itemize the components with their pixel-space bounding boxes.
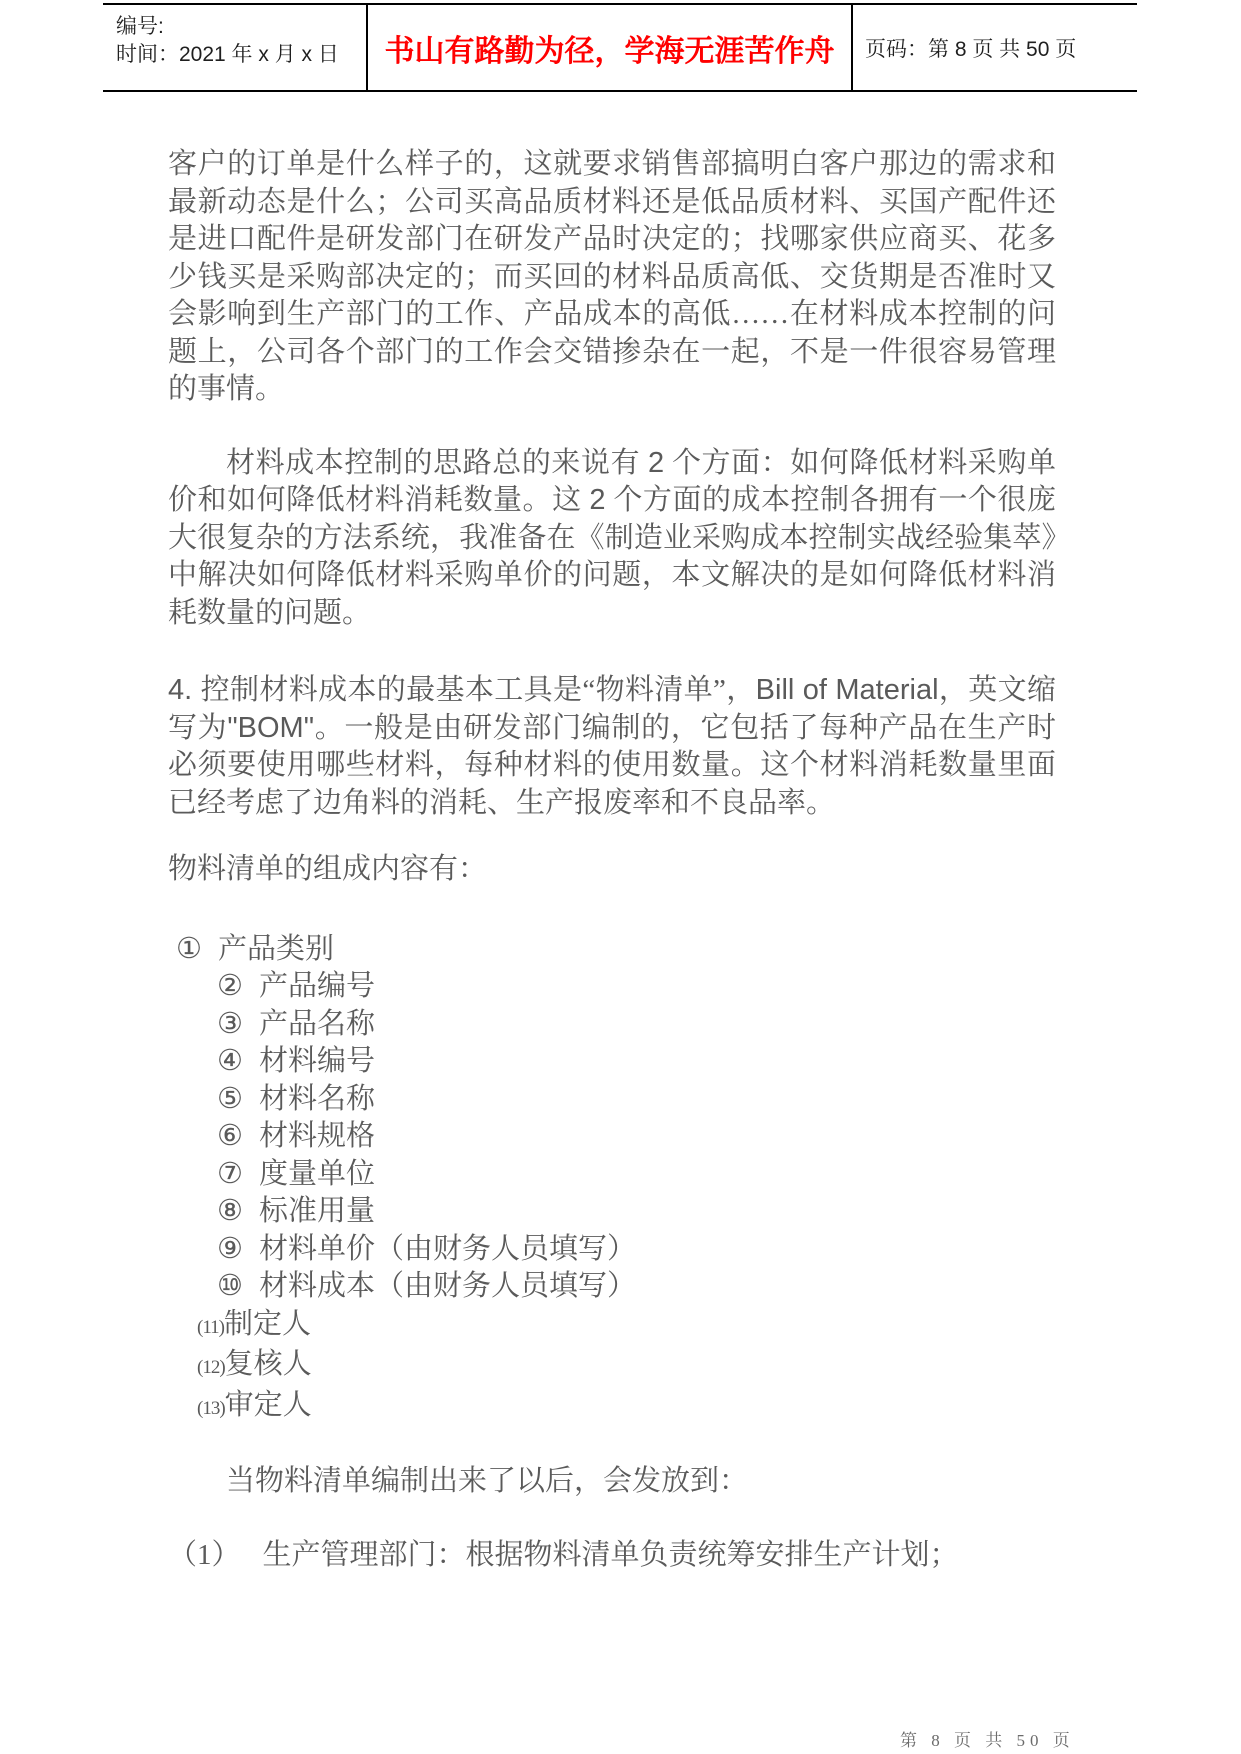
bom-field-list: [168, 931, 1056, 1428]
cjk-text-segment: ，英文缩写为: [168, 674, 1056, 744]
list-item: [168, 931, 1056, 969]
list-item-text: 度量单位: [259, 1157, 376, 1190]
header-slogan-cell: [368, 5, 853, 90]
list-item-number: (11): [197, 1316, 224, 1338]
latin-text-segment: Bill of Material: [755, 674, 939, 706]
cjk-text-segment: 控制材料成本的最基本工具是“物料清单”，: [200, 674, 756, 706]
doc-date-label: 时间：2021 年 x 月 x 日: [116, 43, 339, 66]
header-slogan: 书山有路勤为径，学海无涯苦作舟: [384, 34, 835, 68]
list-item-number: ⑩: [217, 1270, 243, 1302]
document-body: [168, 146, 1056, 1574]
latin-text-segment: 2: [648, 446, 665, 479]
header-meta-cell: [103, 5, 368, 90]
body-paragraph-2: [168, 445, 1056, 633]
list-item-text: 材料名称: [259, 1082, 376, 1115]
cjk-text-segment: 当物料清单编制出来了以后，会发放到：: [226, 1465, 749, 1497]
list-item: [168, 1387, 1056, 1428]
list-item-number: ⑥: [217, 1120, 243, 1152]
list-item-text: 产品类别: [218, 932, 335, 965]
page-number-label: 页码：第 8 页 共 50 页: [865, 37, 1077, 61]
list-item: [168, 1193, 1056, 1231]
list-item-number: ②: [217, 970, 243, 1002]
list-item-text: 制定人: [223, 1307, 311, 1340]
list-item: [168, 1231, 1056, 1269]
list-item: [168, 1006, 1056, 1044]
footer-page-indicator: 第 8 页 共 50 页: [900, 1731, 1075, 1750]
list-item-number: (13): [197, 1397, 225, 1419]
list-item-text: 材料成本（由财务人员填写）: [259, 1270, 637, 1302]
list-item-text: 产品名称: [259, 1007, 376, 1040]
numbered-paragraph: [168, 1537, 1056, 1575]
list-item-text: 复核人: [224, 1348, 312, 1380]
cjk-text-segment: 材料成本控制的思路总的来说有: [226, 446, 648, 479]
list-item-number: ①: [176, 932, 202, 965]
list-item-number: ⑨: [217, 1232, 243, 1265]
paragraph-number: （1）: [168, 1538, 241, 1571]
paragraph-text: 生产管理部门：根据物料清单负责统筹安排生产计划；: [262, 1538, 959, 1571]
list-item: [168, 968, 1056, 1006]
cjk-text-segment: 个方面的成本控制各拥有一个很庞大很复杂的方法系统，我准备在《制造业采购成本控制实战经验集萃》中解决如何降低材料采购单价的问题，本文解决的是如何降低材料消耗数量的问题。: [168, 484, 1056, 629]
list-item: [168, 1306, 1056, 1347]
list-item: [168, 1268, 1056, 1306]
cjk-text-segment: 。一般是由研发部门编制的，它包括了每种产品在生产时必须要使用哪些材料，每种材料的使用数量。这个材料消耗数量里面已经考虑了边角料的消耗、生产报废率和不良品率。: [168, 711, 1056, 819]
latin-text-segment: 2: [589, 484, 606, 516]
list-item-number: ⑦: [217, 1157, 243, 1190]
body-paragraph-3: [168, 672, 1056, 822]
list-item-number: ③: [217, 1007, 243, 1040]
list-item: [168, 1081, 1056, 1119]
latin-text-segment: "BOM": [227, 711, 315, 744]
list-item-number: (12): [197, 1357, 225, 1378]
body-paragraph-6: [168, 1463, 1056, 1501]
page-header: [103, 3, 1137, 92]
doc-number-label: 编号:: [116, 15, 164, 38]
latin-text-segment: 4.: [168, 674, 201, 706]
list-item-text: 产品编号: [259, 970, 376, 1002]
list-item-text: 材料编号: [259, 1045, 376, 1077]
body-paragraph-4: [168, 851, 1056, 889]
list-item: [168, 1346, 1056, 1387]
body-paragraph-1: [168, 146, 1056, 409]
cjk-text-segment: 客户的订单是什么样子的，这就要求销售部搞明白客户那边的需求和最新动态是什么；公司买高品质材料还是低品质材料、买国产配件还是进口配件是研发部门在研发产品时决定的；找哪家供应商买、花多少钱买是采购部决定的；而买回的材料品质高低、交货期是否准时又会影响到生产部门的工作、产品成本的高低……在材料成本控制的问题上，公司各个部门的工作会交错掺杂在一起，不是一件很容易管理的事情。: [168, 148, 1056, 405]
cjk-text-segment: 物料清单的组成内容有：: [168, 853, 488, 885]
list-item-text: 标准用量: [259, 1195, 376, 1227]
header-page-cell: [853, 5, 1137, 90]
list-item: [168, 1043, 1056, 1081]
list-item-text: 审定人: [224, 1388, 312, 1421]
list-item-text: 材料单价（由财务人员填写）: [259, 1232, 637, 1265]
list-item-number: ⑧: [217, 1195, 243, 1227]
list-item: [168, 1118, 1056, 1156]
list-item: [168, 1156, 1056, 1194]
list-item-text: 材料规格: [259, 1120, 376, 1152]
page-footer: [900, 1726, 1075, 1751]
cjk-text-segment: 个方面：如何降低材料采购单价和如何降低材料消耗数量。这: [168, 446, 1056, 516]
list-item-number: ④: [217, 1045, 243, 1077]
list-item-number: ⑤: [217, 1082, 243, 1115]
